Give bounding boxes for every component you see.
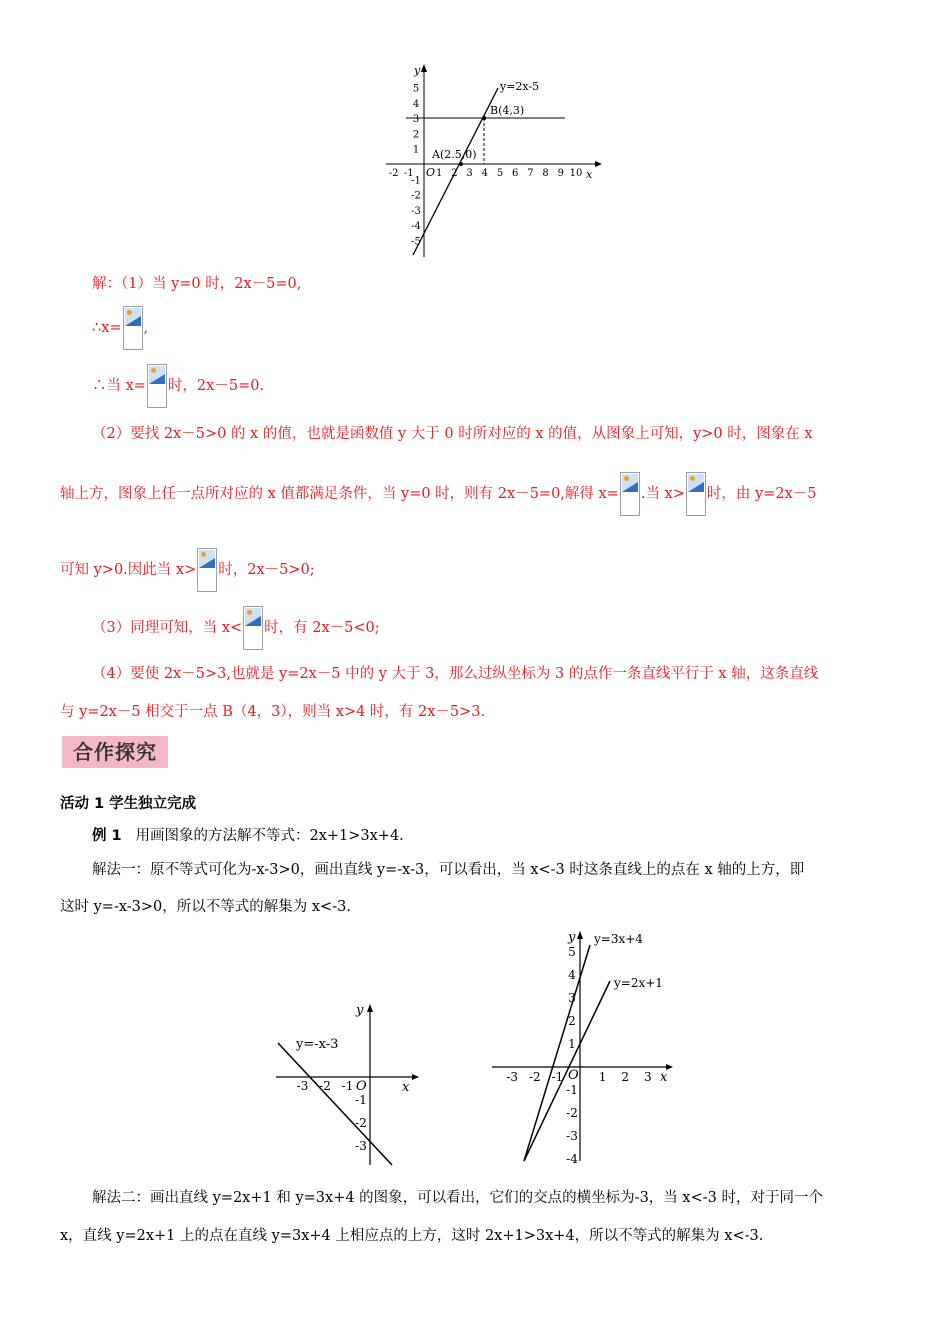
example-1: 例 1 用画图象的方法解不等式：2x+1>3x+4. (92, 828, 404, 844)
y-tick-label: -4 (566, 1152, 578, 1165)
solution-step-1: 解：（1）当 y=0 时，2x－5=0, (92, 276, 302, 292)
solution-step-1c: ∴当 x= 时，2x－5=0. (92, 362, 264, 410)
x-tick-label: -3 (296, 1079, 309, 1093)
solution-step-4b: 与 y=2x－5 相交于一点 B（4，3），则当 x>4 时，有 2x－5>3. (60, 704, 486, 720)
solution-step-2a: （2）要找 2x－5>0 的 x 的值，也就是函数值 y 大于 0 时所对应的 x 的值，从图象上可知，y>0 时，图象在 x (92, 426, 813, 442)
y-tick-label: -1 (411, 175, 421, 187)
fraction-image (147, 364, 167, 408)
y-tick-label: -2 (411, 190, 421, 202)
graph-y-2x-minus-5 (380, 60, 610, 265)
origin-label: O (356, 1079, 367, 1094)
method-1a: 解法一：原不等式可化为-x-3>0，画出直线 y=-x-3，可以看出，当 x<-3 时这条直线上的点在 x 轴的上方，即 (92, 862, 805, 878)
graph-two-lines (488, 925, 678, 1165)
x-tick-label: 5 (496, 168, 504, 179)
activity-title: 活动 1 学生独立完成 (60, 796, 197, 812)
origin-label: O (568, 1068, 579, 1083)
solution-step-4a: （4）要使 2x－5>3,也就是 y=2x－5 中的 y 大于 3，那么过纵坐标为 3 的点作一条直线平行于 x 轴，这条直线 (92, 666, 819, 682)
x-tick-label: 9 (557, 168, 564, 179)
x-tick-label: 7 (527, 168, 534, 179)
x-tick-label: 4 (481, 168, 488, 179)
x-tick-label: -1 (403, 168, 414, 179)
x-tick-label: -3 (506, 1070, 519, 1084)
y-tick-label: 4 (568, 968, 576, 982)
axis-label-y: y (568, 930, 576, 945)
solution-step-2c: 可知 y>0.因此当 x> 时，2x－5>0; (60, 546, 315, 594)
x-tick-label: -1 (551, 1070, 564, 1084)
x-tick-label: -1 (341, 1079, 354, 1093)
line-label: y=-x-3 (296, 1037, 339, 1052)
y-tick-label: 3 (568, 991, 576, 1005)
x-tick-label: -2 (528, 1070, 541, 1084)
y-tick-label: -5 (411, 236, 421, 248)
line-label: y=2x-5 (500, 80, 540, 93)
x-tick-label: 8 (542, 168, 549, 179)
method-1b: 这时 y=-x-3>0，所以不等式的解集为 x<-3. (60, 899, 351, 915)
x-tick-label: 10 (569, 168, 583, 179)
point-b-label: B(4,3) (490, 104, 525, 117)
solution-step-1b: ∴x= , (92, 304, 148, 352)
y-tick-label: -2 (355, 1116, 367, 1130)
line2-label: y=2x+1 (614, 976, 663, 990)
y-tick-label: -3 (566, 1129, 578, 1143)
y-tick-label: -3 (355, 1139, 367, 1153)
axis-label-x: x (660, 1070, 668, 1085)
y-tick-label: 5 (568, 945, 576, 959)
line1-label: y=3x+4 (594, 932, 643, 946)
y-tick-label: -4 (411, 221, 421, 233)
axis-label-y: y (414, 64, 421, 77)
y-tick-label: 4 (412, 98, 420, 110)
y-tick-label: 1 (412, 144, 420, 156)
axis-label-x: x (586, 168, 593, 181)
y-tick-label: -2 (566, 1106, 578, 1120)
x-tick-label: 3 (643, 1070, 652, 1084)
fraction-image (686, 472, 706, 516)
y-tick-label: -3 (411, 205, 421, 217)
method-2b: x，直线 y=2x+1 上的点在直线 y=3x+4 上相应点的上方，这时 2x+1>3x+4，所以不等式的解集为 x<-3. (60, 1228, 764, 1244)
fraction-image (197, 548, 217, 592)
origin-label: O (426, 166, 436, 179)
solution-step-2b: 轴上方，图象上任一点所对应的 x 值都满足条件，当 y=0 时，则有 2x－5=0,解得 x= .当 x> 时，由 y=2x－5 (60, 470, 816, 518)
x-tick-label: 1 (598, 1070, 607, 1084)
y-tick-label: -1 (566, 1083, 578, 1097)
x-tick-label: 6 (512, 168, 519, 179)
fraction-image (620, 472, 640, 516)
axis-label-x: x (402, 1080, 410, 1095)
y-tick-label: 5 (412, 83, 420, 95)
fraction-image (243, 606, 263, 650)
axis-label-y: y (356, 1003, 364, 1018)
x-tick-label: 2 (451, 168, 458, 179)
x-tick-label: 3 (466, 168, 473, 179)
x-tick-label: -2 (388, 168, 399, 179)
method-2a: 解法二：画出直线 y=2x+1 和 y=3x+4 的图象，可以看出，它们的交点的横坐标为-3，当 x<-3 时，对于同一个 (92, 1190, 823, 1206)
graph-y-neg-x-minus-3 (272, 1000, 422, 1170)
x-tick-label: 2 (621, 1070, 630, 1084)
y-tick-label: 1 (568, 1037, 576, 1051)
point-a-label: A(2.5,0) (432, 148, 477, 161)
section-title-badge: 合作探究 (62, 736, 168, 768)
fraction-image (123, 306, 143, 350)
y-tick-label: 2 (412, 129, 420, 141)
solution-step-3: （3）同理可知，当 x< 时，有 2x－5<0; (92, 604, 380, 652)
y-tick-label: -1 (355, 1093, 367, 1107)
y-tick-label: 2 (568, 1014, 576, 1028)
y-tick-label: 3 (412, 114, 420, 126)
x-tick-label: 1 (436, 168, 443, 179)
x-tick-label: -2 (319, 1079, 331, 1093)
